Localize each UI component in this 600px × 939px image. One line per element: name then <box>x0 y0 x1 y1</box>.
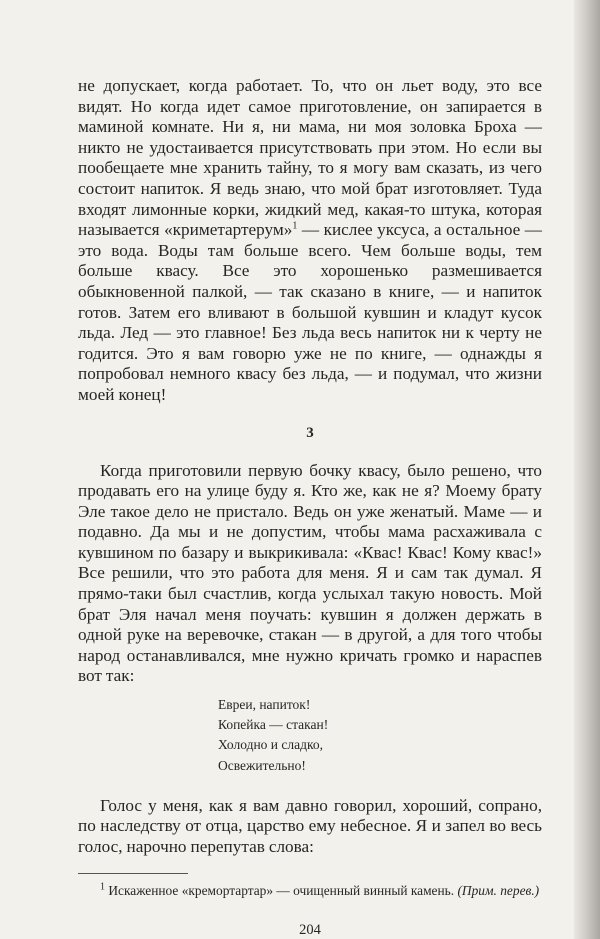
footnote <box>78 882 542 900</box>
poem-line: Копейка — стакан! <box>218 717 329 733</box>
paragraph-1: не допускает, когда работает. То, что он льет воду, это все видят. Но когда идет самое приготовление, он запирается в маминой комнате. Ни я, ни мама, ни моя золовка Броха — никто не удостаивается присутствовать при этом. Но если вы пообещаете мне хранить тайну, то я могу вам сказать, из чего состоит напиток. Я ведь знаю, что мой брат изготовляет. Туда входят лимонные корки, жидкий мед, какая-то штука, которая называется «криметартерум»$^1$ — кислее уксуса, а остальное — это вода. Воды там больше всего. Чем больше воды, тем больше квасу. Все это хорошенько размешивается обыкновенной палкой, — так сказано в книге, — и напиток готов. Затем его вливают в большой кувшин и кладут кусок льда. Лед — это главное! Без льда весь напиток ни к черту не годится. Это я вам говорю уже не по книге, — однажды я попробовал немного квасу без льда, — и подумал, что жизни моей конец! <box>78 76 542 404</box>
poem-line: Евреи, напиток! <box>218 697 311 713</box>
book-spine-shadow <box>574 0 600 939</box>
footnote-marker: 1 <box>100 881 105 893</box>
paragraph-3: Голос у меня, как я вам давно говорил, хороший, сопрано, по наследству от отца, царство ему небесное. Я и запел во весь голос, нарочно перепутав слова: <box>78 795 542 857</box>
poem-line: Освежительно! <box>218 757 306 773</box>
translator-note: (Прим. перев.) <box>457 882 540 898</box>
poem <box>218 695 542 776</box>
page-number: 204 <box>299 921 321 938</box>
footnote-text: Искаженное «кремортартар» — очищенный винный камень. <box>105 882 458 898</box>
section-number: 3 <box>306 424 314 441</box>
paragraph-2: Когда приготовили первую бочку квасу, было решено, что продавать его на улице буду я. Кто же, как не я? Моему брату Эле такое дело не пристало. Ведь он уже женатый. Маме — и подавно. Да мы и не допустим, чтобы мама расхаживала с кувшином по базару и выкрикивала: «Квас! Квас! Кому квас!» Все решили, что это работа для меня. Я и сам так думал. Я прямо-таки был счастлив, когда услыхал такую новость. Мой брат Эля начал меня поучать: кувшин я должен держать в одной руке на веревочке, стакан — в другой, а для того чтобы народ останавливался, мне нужно кричать громко и нараспев вот так: <box>78 460 542 686</box>
poem-line: Холодно и сладко, <box>218 737 323 753</box>
footnote-divider <box>78 873 188 874</box>
footnote-reference: 1 <box>292 220 298 232</box>
book-page <box>78 76 542 939</box>
